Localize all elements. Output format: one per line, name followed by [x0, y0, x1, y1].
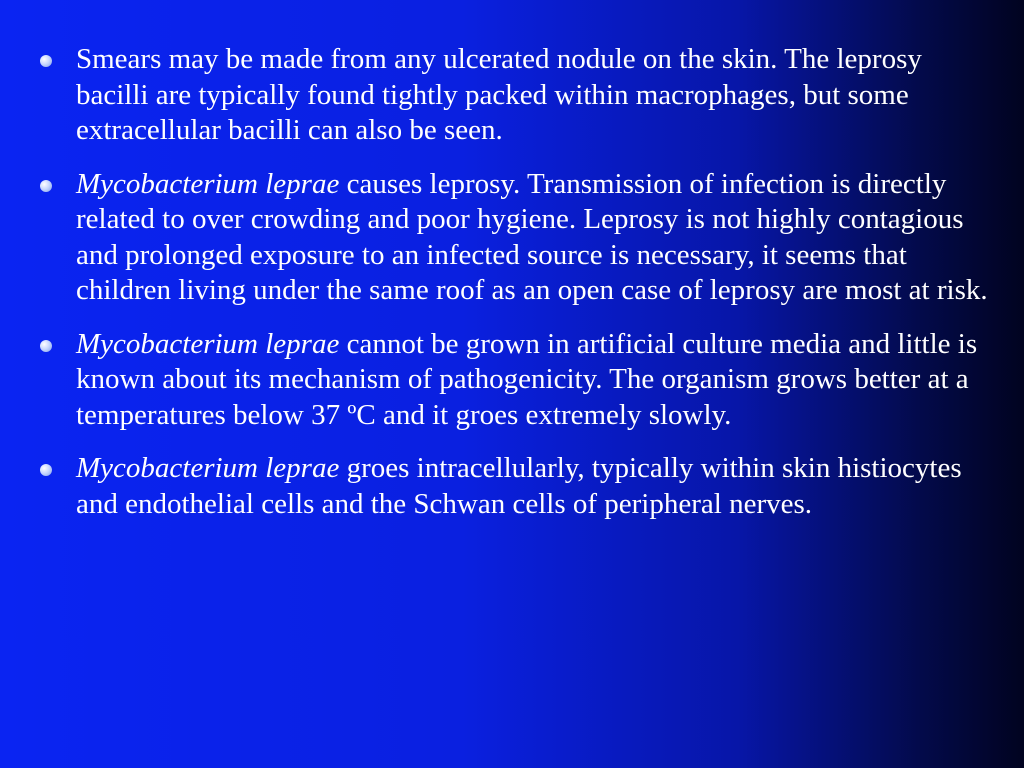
bullet-item — [38, 327, 996, 434]
bullet-text: cannot be grown in artificial culture media and little is known about its mechanism of pathogenicity. The organism grows better at a temperatures below 37 ºC and it groes extremely slowly. — [76, 327, 978, 431]
species-name: Mycobacterium leprae — [76, 452, 340, 484]
bullet-dot-icon — [40, 55, 52, 67]
bullet-dot-icon — [40, 340, 52, 352]
bullet-text: Smears may be made from any ulcerated nodule on the skin. The leprosy bacilli are typically found tightly packed within macrophages, but some extracellular bacilli can also be seen. — [76, 43, 922, 146]
bullet-dot-icon — [40, 464, 52, 476]
bullet-item — [38, 42, 996, 149]
bullet-dot-icon — [40, 180, 52, 192]
bullet-text: groes intracellularly, typically within skin histiocytes and endothelial cells and the Schwan cells of peripheral nerves. — [76, 452, 962, 520]
bullet-item — [38, 451, 996, 522]
species-name: Mycobacterium leprae — [76, 327, 340, 360]
bullet-text: causes leprosy. Transmission of infection is directly related to over crowding and poor hygiene. Leprosy is not highly contagious and prolonged exposure to an infected source is necessary, it seems that children living under the same roof as an open case of leprosy are most at risk. — [76, 167, 988, 306]
bullet-item — [38, 167, 996, 309]
bullet-list — [38, 42, 996, 522]
species-name: Mycobacterium leprae — [76, 167, 340, 200]
